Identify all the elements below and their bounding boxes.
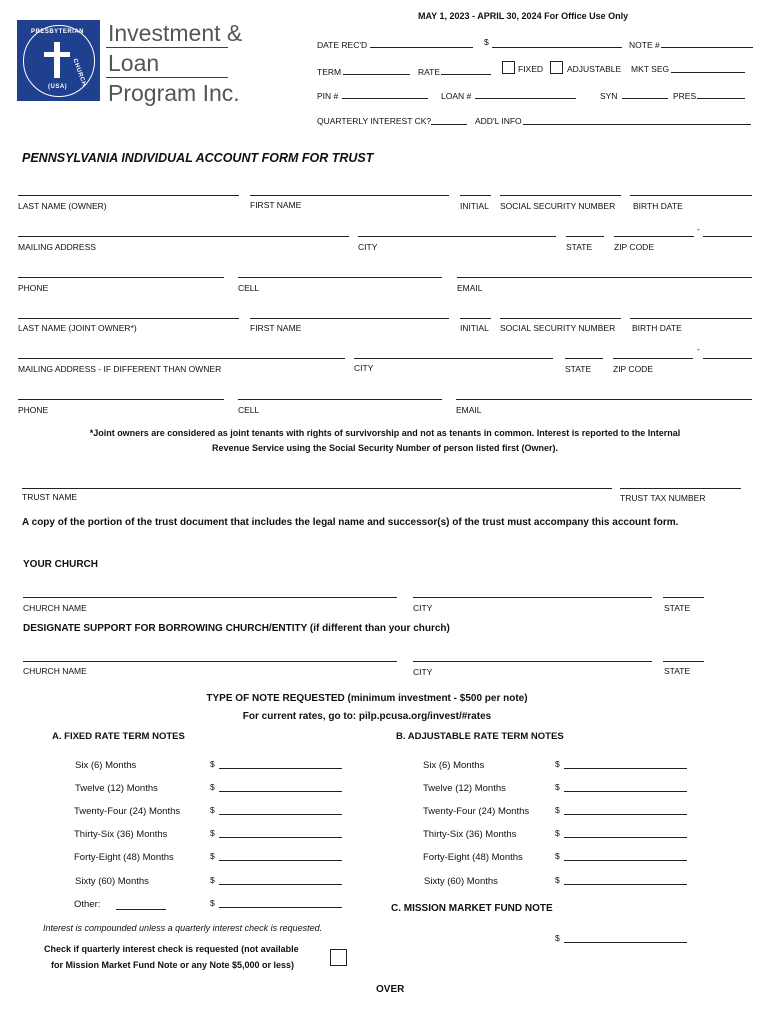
adjustable-dollar-60: $ — [555, 875, 560, 885]
owner-birth-date-field[interactable] — [630, 195, 752, 196]
adjustable-term-6: Six (6) Months — [423, 760, 485, 771]
designate-church-name-field[interactable] — [23, 661, 397, 662]
fixed-dollar-6: $ — [210, 759, 215, 769]
fixed-dollar-48: $ — [210, 851, 215, 861]
adjustable-amount-6-field[interactable] — [564, 768, 687, 769]
fixed-heading: A. FIXED RATE TERM NOTES — [52, 731, 185, 742]
adjustable-checkbox[interactable] — [550, 61, 563, 74]
note-num-label: NOTE # — [629, 40, 660, 50]
fixed-term-6: Six (6) Months — [75, 760, 137, 771]
note-type-line-2: For current rates, go to: pilp.pcusa.org/invest/#rates — [242, 711, 492, 722]
brand-line-1: Investment & — [108, 20, 243, 46]
joint-initial-field[interactable] — [460, 318, 491, 319]
owner-zip-label: ZIP CODE — [614, 242, 654, 252]
check-quarterly-line-1: Check if quarterly interest check is requested (not available — [44, 944, 299, 954]
adjustable-amount-24-field[interactable] — [564, 814, 687, 815]
fixed-term-48: Forty-Eight (48) Months — [74, 852, 174, 863]
owner-state-field[interactable] — [566, 236, 604, 237]
loan-field[interactable] — [475, 98, 576, 99]
joint-cell-label: CELL — [238, 405, 260, 415]
adjustable-term-12: Twelve (12) Months — [423, 783, 506, 794]
fixed-checkbox[interactable] — [502, 61, 515, 74]
designate-heading: DESIGNATE SUPPORT FOR BORROWING CHURCH/ENTITY (if different than your church) — [23, 623, 450, 634]
owner-email-field[interactable] — [457, 277, 752, 278]
owner-state-label: STATE — [566, 242, 593, 252]
fixed-label: FIXED — [518, 64, 544, 74]
your-church-state-field[interactable] — [663, 597, 704, 598]
office-use-header: MAY 1, 2023 - APRIL 30, 2024 For Office Use Only — [418, 11, 629, 21]
owner-city-label: CITY — [358, 242, 378, 252]
over-label: OVER — [376, 984, 405, 995]
mission-heading: C. MISSION MARKET FUND NOTE — [391, 903, 553, 914]
owner-last-name-field[interactable] — [18, 195, 239, 196]
fixed-dollar-12: $ — [210, 782, 215, 792]
mission-dollar: $ — [555, 933, 560, 943]
fixed-amount-other-field[interactable] — [219, 907, 342, 908]
syn-field[interactable] — [622, 98, 668, 99]
joint-birth-date-label: BIRTH DATE — [632, 323, 682, 333]
owner-city-field[interactable] — [358, 236, 556, 237]
owner-zip-field[interactable] — [614, 236, 694, 237]
your-church-state-label: STATE — [664, 603, 691, 613]
owner-zip4-field[interactable] — [703, 236, 752, 237]
joint-state-label: STATE — [565, 364, 592, 374]
adjustable-label: ADJUSTABLE — [567, 64, 622, 74]
adjustable-amount-12-field[interactable] — [564, 791, 687, 792]
pin-field[interactable] — [342, 98, 428, 99]
fixed-other-label: Other: — [74, 899, 101, 910]
date-recd-label: DATE REC'D — [317, 40, 368, 50]
adjustable-amount-36-field[interactable] — [564, 837, 687, 838]
joint-zip-label: ZIP CODE — [613, 364, 653, 374]
joint-email-field[interactable] — [456, 399, 752, 400]
owner-phone-field[interactable] — [18, 277, 224, 278]
fixed-term-12: Twelve (12) Months — [75, 783, 158, 794]
owner-ssn-field[interactable] — [500, 195, 621, 196]
owner-first-name-label: FIRST NAME — [250, 200, 302, 210]
cross-icon — [54, 42, 60, 78]
joint-ssn-label: SOCIAL SECURITY NUMBER — [500, 323, 616, 333]
joint-mailing-field[interactable] — [18, 358, 345, 359]
fixed-amount-12-field[interactable] — [219, 791, 342, 792]
adjustable-dollar-24: $ — [555, 805, 560, 815]
adjustable-term-36: Thirty-Six (36) Months — [423, 829, 517, 840]
check-quarterly-line-2: for Mission Market Fund Note or any Note $5,000 or less) — [51, 960, 295, 970]
joint-ssn-field[interactable] — [500, 318, 621, 319]
joint-zip-dash: - — [697, 344, 700, 354]
cross-bar — [44, 52, 70, 57]
term-label: TERM — [317, 67, 342, 77]
joint-mailing-label: MAILING ADDRESS - IF DIFFERENT THAN OWNER — [18, 364, 222, 374]
your-church-heading: YOUR CHURCH — [23, 559, 98, 570]
owner-mailing-label: MAILING ADDRESS — [18, 242, 96, 252]
brand-line-2: Loan — [108, 50, 160, 76]
mkt-seg-label: MKT SEG — [631, 64, 670, 74]
adjustable-amount-48-field[interactable] — [564, 860, 687, 861]
owner-initial-label: INITIAL — [460, 201, 489, 211]
owner-zip-dash: - — [697, 224, 700, 234]
fixed-amount-60-field[interactable] — [219, 884, 342, 885]
seal-top-text: PRESBYTERIAN — [31, 29, 85, 35]
your-church-name-label: CHURCH NAME — [23, 603, 87, 613]
office-dollar-sign: $ — [484, 37, 489, 47]
syn-label: SYN — [600, 91, 618, 101]
adjustable-amount-60-field[interactable] — [564, 884, 687, 885]
seal-right-text: CHURCH — [71, 58, 87, 88]
owner-birth-date-label: BIRTH DATE — [633, 201, 683, 211]
joint-phone-field[interactable] — [18, 399, 224, 400]
owner-mailing-field[interactable] — [18, 236, 349, 237]
joint-note-line-1: *Joint owners are considered as joint tenants with rights of survivorship and not as tenants in common. Interest is reported to the Internal — [89, 428, 681, 438]
rate-label: RATE — [418, 67, 441, 77]
mission-amount-field[interactable] — [564, 942, 687, 943]
joint-state-field[interactable] — [565, 358, 603, 359]
joint-phone-label: PHONE — [18, 405, 49, 415]
quarterly-ck-label: QUARTERLY INTEREST CK? — [317, 116, 432, 126]
joint-city-label: CITY — [354, 363, 374, 373]
trust-copy-note: A copy of the portion of the trust document that includes the legal name and successor(s) of the trust must accompany this account form. — [22, 517, 679, 528]
fixed-amount-24-field[interactable] — [219, 814, 342, 815]
joint-first-name-field[interactable] — [250, 318, 449, 319]
owner-phone-label: PHONE — [18, 283, 49, 293]
joint-zip-field[interactable] — [613, 358, 693, 359]
date-recd-field[interactable] — [370, 47, 473, 48]
brand-rule-1 — [106, 47, 228, 48]
owner-ssn-label: SOCIAL SECURITY NUMBER — [500, 201, 616, 211]
term-field[interactable] — [343, 74, 410, 75]
addl-info-label: ADD'L INFO — [475, 116, 522, 126]
owner-first-name-field[interactable] — [250, 195, 449, 196]
joint-city-field[interactable] — [354, 358, 553, 359]
your-church-city-label: CITY — [413, 603, 433, 613]
quarterly-interest-checkbox[interactable] — [330, 949, 347, 966]
seal-bottom-text: (USA) — [48, 84, 68, 90]
form-title: PENNSYLVANIA INDIVIDUAL ACCOUNT FORM FOR TRUST — [22, 151, 374, 165]
addl-info-field[interactable] — [523, 124, 751, 125]
trust-name-label: TRUST NAME — [22, 492, 78, 502]
joint-initial-label: INITIAL — [460, 323, 489, 333]
joint-first-name-label: FIRST NAME — [250, 323, 302, 333]
rate-field[interactable] — [441, 74, 491, 75]
fixed-amount-6-field[interactable] — [219, 768, 342, 769]
adjustable-dollar-48: $ — [555, 851, 560, 861]
note-type-line-1: TYPE OF NOTE REQUESTED (minimum investment - $500 per note) — [206, 693, 528, 704]
pin-label: PIN # — [317, 91, 339, 101]
owner-cell-field[interactable] — [238, 277, 442, 278]
loan-label: LOAN # — [441, 91, 472, 101]
pres-label: PRES — [673, 91, 697, 101]
joint-note-line-2: Revenue Service using the Social Security Number of person listed first (Owner). — [211, 443, 559, 453]
joint-email-label: EMAIL — [456, 405, 482, 415]
designate-city-field[interactable] — [413, 661, 652, 662]
fixed-amount-48-field[interactable] — [219, 860, 342, 861]
compound-note: Interest is compounded unless a quarterly interest check is requested. — [43, 923, 323, 933]
pres-field[interactable] — [697, 98, 745, 99]
adjustable-term-60: Sixty (60) Months — [424, 876, 498, 887]
fixed-term-24: Twenty-Four (24) Months — [74, 806, 181, 817]
joint-last-name-label: LAST NAME (JOINT OWNER*) — [18, 323, 137, 333]
fixed-dollar-36: $ — [210, 828, 215, 838]
owner-email-label: EMAIL — [457, 283, 483, 293]
adjustable-term-24: Twenty-Four (24) Months — [423, 806, 530, 817]
quarterly-ck-field[interactable] — [431, 124, 467, 125]
fixed-term-60: Sixty (60) Months — [75, 876, 149, 887]
designate-city-label: CITY — [413, 667, 433, 677]
trust-name-field[interactable] — [22, 488, 612, 489]
pilp-seal-logo — [17, 20, 100, 101]
fixed-term-36: Thirty-Six (36) Months — [74, 829, 168, 840]
fixed-amount-36-field[interactable] — [219, 837, 342, 838]
designate-state-field[interactable] — [663, 661, 704, 662]
owner-cell-label: CELL — [238, 283, 260, 293]
owner-last-name-label: LAST NAME (OWNER) — [18, 201, 107, 211]
adjustable-dollar-12: $ — [555, 782, 560, 792]
joint-cell-field[interactable] — [238, 399, 442, 400]
designate-state-label: STATE — [664, 666, 691, 676]
fixed-other-term-field[interactable] — [116, 909, 166, 910]
office-amount-field[interactable] — [492, 47, 622, 48]
adjustable-term-48: Forty-Eight (48) Months — [423, 852, 523, 863]
adjustable-dollar-36: $ — [555, 828, 560, 838]
trust-tax-number-field[interactable] — [620, 488, 741, 489]
fixed-dollar-60: $ — [210, 875, 215, 885]
fixed-dollar-24: $ — [210, 805, 215, 815]
owner-initial-field[interactable] — [460, 195, 491, 196]
note-num-field[interactable] — [661, 47, 753, 48]
adjustable-heading: B. ADJUSTABLE RATE TERM NOTES — [396, 731, 564, 742]
adjustable-dollar-6: $ — [555, 759, 560, 769]
joint-zip4-field[interactable] — [703, 358, 752, 359]
joint-last-name-field[interactable] — [18, 318, 239, 319]
brand-rule-2 — [106, 77, 228, 78]
trust-tax-number-label: TRUST TAX NUMBER — [620, 493, 706, 503]
mkt-seg-field[interactable] — [671, 72, 745, 73]
designate-church-name-label: CHURCH NAME — [23, 666, 87, 676]
your-church-name-field[interactable] — [23, 597, 397, 598]
your-church-city-field[interactable] — [413, 597, 652, 598]
joint-birth-date-field[interactable] — [630, 318, 752, 319]
fixed-dollar-other: $ — [210, 898, 215, 908]
brand-line-3: Program Inc. — [108, 80, 240, 106]
